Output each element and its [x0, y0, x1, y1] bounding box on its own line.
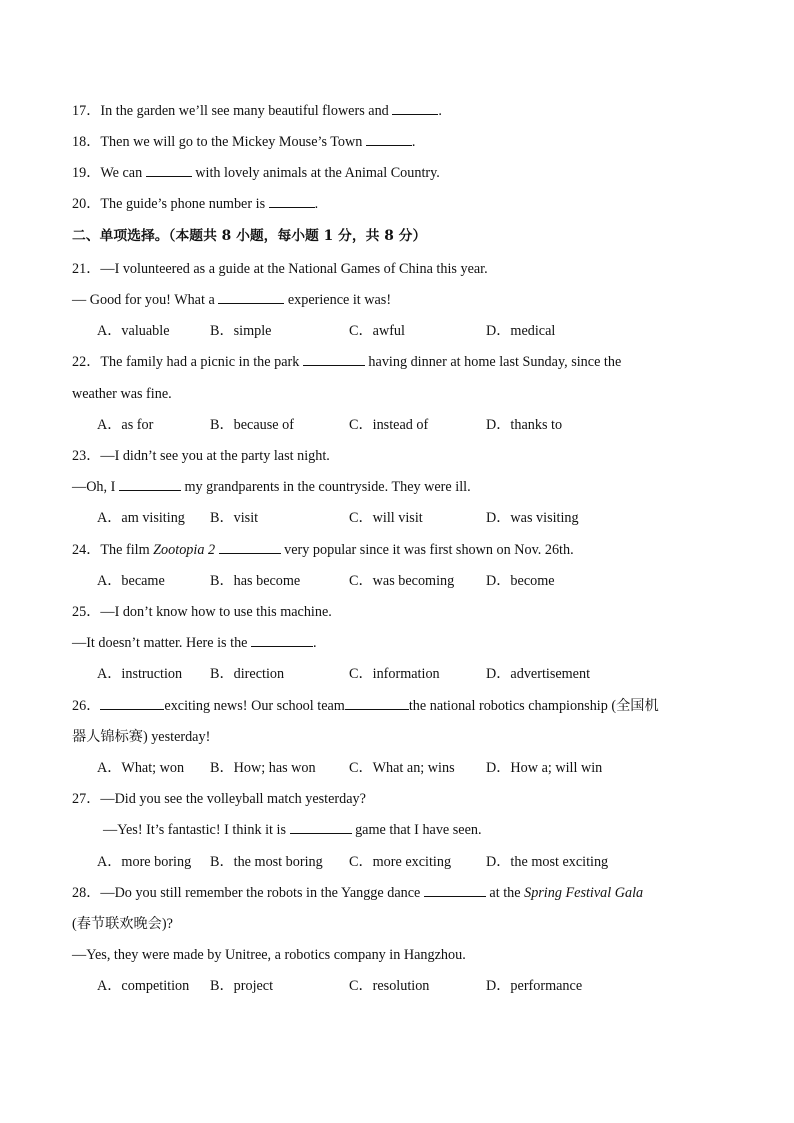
- question-28-options: [97, 976, 657, 996]
- question-text: The guide’s phone number is: [100, 196, 266, 212]
- question-26-line1: [72, 696, 659, 716]
- answer-blank[interactable]: [392, 101, 438, 115]
- question-text-continued: with lovely animals at the Animal Country.: [195, 165, 440, 181]
- answer-blank[interactable]: [290, 820, 352, 834]
- option-b[interactable]: B．because of: [210, 417, 294, 433]
- question-number: 18．: [72, 134, 101, 150]
- option-d[interactable]: D．was visiting: [486, 510, 579, 526]
- option-c[interactable]: C．was becoming: [349, 573, 455, 589]
- question-text: We can: [100, 165, 143, 181]
- option-a[interactable]: A．valuable: [97, 323, 170, 339]
- question-28-line2: (春节联欢晚会)?: [72, 916, 173, 932]
- punctuation: .: [411, 134, 416, 150]
- question-text: —Oh, I: [72, 479, 116, 495]
- question-23-line2: [72, 477, 471, 497]
- film-title: Zootopia 2: [153, 542, 216, 558]
- question-number: 19．: [72, 165, 101, 181]
- question-text-continued: very popular since it was first shown on Nov. 26th.: [284, 542, 574, 558]
- option-b[interactable]: B．simple: [210, 323, 272, 339]
- question-28-line1: [72, 883, 643, 903]
- option-d[interactable]: D．thanks to: [486, 417, 563, 433]
- question-text-continued: experience it was!: [287, 292, 392, 308]
- option-b[interactable]: B．direction: [210, 666, 285, 682]
- answer-blank-2[interactable]: [345, 696, 409, 710]
- option-a[interactable]: A．as for: [97, 417, 154, 433]
- question-22-options: [97, 415, 657, 435]
- option-b[interactable]: B．has become: [210, 573, 301, 589]
- question-24-options: [97, 571, 657, 591]
- question-text-continued: having dinner at home last Sunday, since the: [368, 354, 622, 370]
- question-text: —It doesn’t matter. Here is the: [72, 635, 248, 651]
- question-text: Then we will go to the Mickey Mouse’s Town: [100, 134, 363, 150]
- option-c[interactable]: C．What an; wins: [349, 760, 455, 776]
- question-text-continued: at the: [489, 885, 521, 901]
- question-text: —Yes! It’s fantastic! I think it is: [103, 822, 286, 838]
- answer-blank-1[interactable]: [100, 696, 164, 710]
- question-text: exciting news! Our school team: [164, 698, 345, 714]
- question-text: 22．The family had a picnic in the park: [72, 354, 300, 370]
- punctuation: .: [313, 635, 317, 651]
- answer-blank[interactable]: [218, 290, 284, 304]
- option-a[interactable]: A．am visiting: [97, 510, 185, 526]
- question-19: [72, 163, 440, 183]
- answer-blank[interactable]: [146, 163, 192, 177]
- option-d[interactable]: D．advertisement: [486, 666, 591, 682]
- punctuation: .: [314, 196, 319, 212]
- option-c[interactable]: C．instead of: [349, 417, 429, 433]
- question-18: [72, 132, 415, 152]
- option-b[interactable]: B．How; has won: [210, 760, 316, 776]
- option-d[interactable]: D．How a; will win: [486, 760, 603, 776]
- question-21-options: [97, 321, 657, 341]
- question-text-continued: my grandparents in the countryside. They were ill.: [184, 479, 471, 495]
- option-a[interactable]: A．What; won: [97, 760, 185, 776]
- question-number: 26．: [72, 698, 101, 714]
- question-26-options: [97, 758, 657, 778]
- question-text: — Good for you! What a: [72, 292, 215, 308]
- option-c[interactable]: C．resolution: [349, 978, 430, 994]
- question-23-line1: 23．—I didn’t see you at the party last night.: [72, 448, 330, 464]
- question-text: 28．—Do you still remember the robots in the Yangge dance: [72, 885, 421, 901]
- question-25-options: [97, 664, 657, 684]
- option-c[interactable]: C．information: [349, 666, 440, 682]
- option-b[interactable]: B．the most boring: [210, 854, 323, 870]
- question-25-line2: [72, 633, 317, 653]
- question-28-line3: —Yes, they were made by Unitree, a robotics company in Hangzhou.: [72, 947, 466, 963]
- answer-blank[interactable]: [119, 477, 181, 491]
- punctuation: .: [438, 103, 442, 119]
- question-27-line1: 27．—Did you see the volleyball match yesterday?: [72, 791, 366, 807]
- question-text: 24．The film: [72, 542, 150, 558]
- option-d[interactable]: D．the most exciting: [486, 854, 609, 870]
- option-b[interactable]: B．project: [210, 978, 274, 994]
- answer-blank[interactable]: [219, 540, 281, 554]
- question-27-line2: [103, 820, 482, 840]
- answer-blank[interactable]: [251, 633, 313, 647]
- question-26-line2: 器人锦标赛) yesterday!: [72, 729, 211, 745]
- question-text-continued: the national robotics championship (全国机: [408, 698, 659, 714]
- question-27-options: [97, 852, 657, 872]
- option-b[interactable]: B．visit: [210, 510, 259, 526]
- option-c[interactable]: C．awful: [349, 323, 405, 339]
- question-25-line1: 25．—I don’t know how to use this machine.: [72, 604, 332, 620]
- answer-blank[interactable]: [269, 194, 315, 208]
- option-a[interactable]: A．became: [97, 573, 165, 589]
- option-d[interactable]: D．medical: [486, 323, 556, 339]
- question-20: [72, 194, 318, 214]
- gala-title: Spring Festival Gala: [524, 885, 644, 901]
- option-d[interactable]: D．become: [486, 573, 555, 589]
- question-number: 20．: [72, 196, 101, 212]
- question-21-line2: [72, 290, 391, 310]
- answer-blank[interactable]: [303, 352, 365, 366]
- answer-blank[interactable]: [424, 883, 486, 897]
- question-17: [72, 101, 442, 121]
- question-21-line1: 21．—I volunteered as a guide at the National Games of China this year.: [72, 261, 488, 277]
- question-text: In the garden we’ll see many beautiful flowers and: [100, 103, 389, 119]
- question-24-line1: [72, 540, 574, 560]
- answer-blank[interactable]: [366, 132, 412, 146]
- question-22-line1: [72, 352, 621, 372]
- section-title: 二、单项选择。（本题共 8 小题，每小题 1 分，共 8 分）: [72, 228, 427, 244]
- option-c[interactable]: C．will visit: [349, 510, 423, 526]
- option-c[interactable]: C．more exciting: [349, 854, 452, 870]
- question-number: 17．: [72, 103, 101, 119]
- question-text-continued: game that I have seen.: [355, 822, 482, 838]
- question-23-options: [97, 508, 657, 528]
- option-d[interactable]: D．performance: [486, 978, 583, 994]
- option-a[interactable]: A．more boring: [97, 854, 192, 870]
- question-22-line2: weather was fine.: [72, 386, 172, 402]
- option-a[interactable]: A．instruction: [97, 666, 183, 682]
- option-a[interactable]: A．competition: [97, 978, 190, 994]
